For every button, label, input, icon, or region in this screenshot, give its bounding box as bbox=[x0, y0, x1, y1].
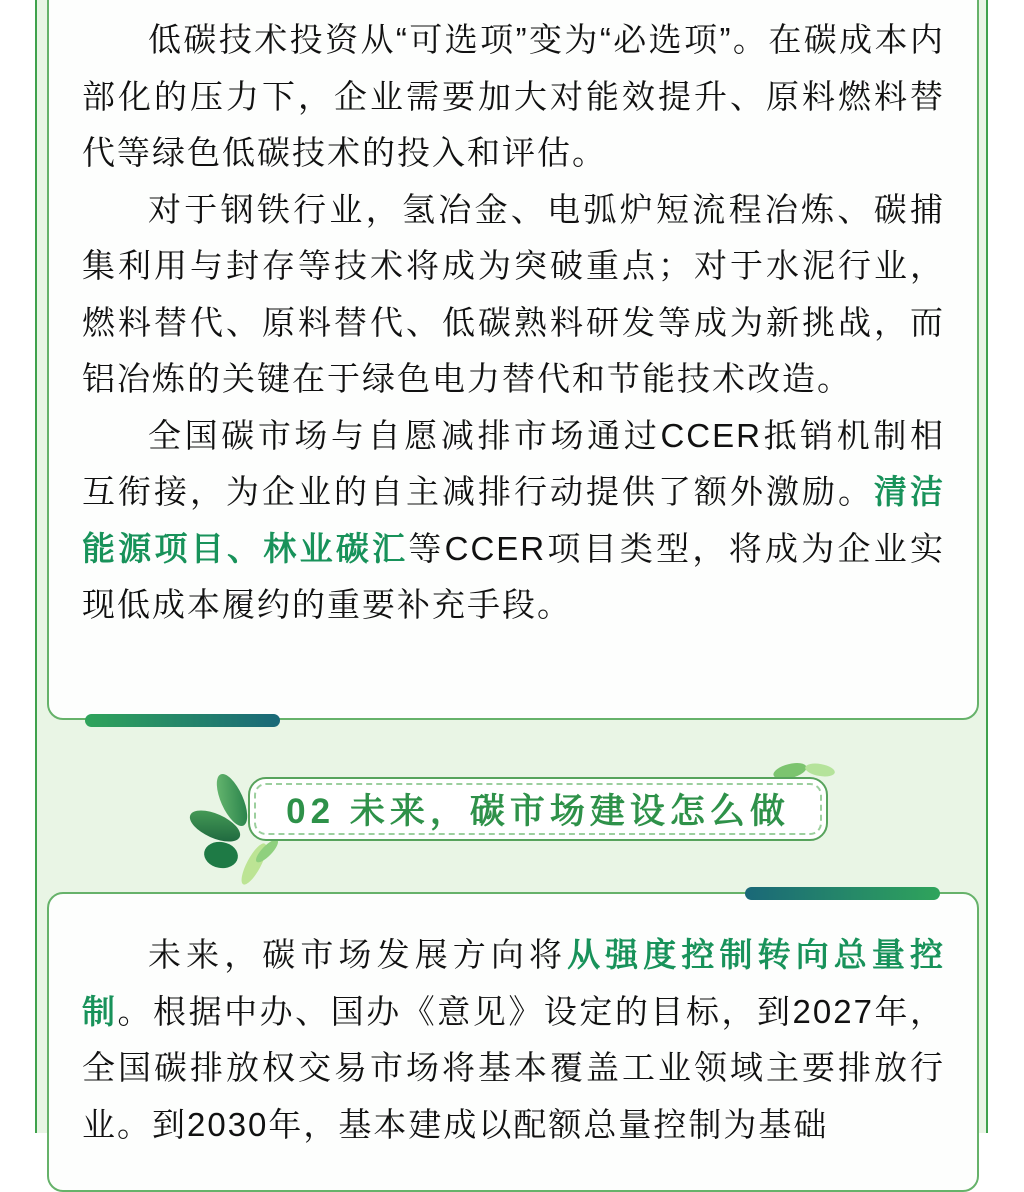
paragraph: 全国碳市场与自愿减排市场通过CCER抵销机制相互衔接，为企业的自主减排行动提供了额外激励。清洁能源项目、林业碳汇等CCER项目类型，将成为企业实现低成本履约的重要补充手段。 bbox=[82, 416, 945, 623]
section-header-badge bbox=[248, 777, 828, 841]
paragraph: 对于钢铁行业，氢冶金、电弧炉短流程冶炼、碳捕集利用与封存等技术将成为突破重点；对于水泥行业，燃料替代、原料替代、低碳熟料研发等成为新挑战，而铝冶炼的关键在于绿色电力替代和节能技术改造。 bbox=[82, 190, 945, 397]
card1-paragraphs bbox=[82, 12, 945, 634]
paragraph: 未来，碳市场发展方向将从强度控制转向总量控制。根据中办、国办《意见》设定的目标，到2027年，全国碳排放权交易市场将基本覆盖工业领域主要排放行业。到2030年，基本建成以配额总量控制为基础 bbox=[82, 936, 946, 1143]
card2-paragraphs bbox=[82, 927, 945, 1153]
article-card-bottom bbox=[47, 892, 979, 1192]
article-card-top bbox=[47, 0, 979, 720]
section-header-title: 02 未来，碳市场建设怎么做 bbox=[286, 792, 790, 831]
paragraph: 低碳技术投资从“可选项”变为“必选项”。在碳成本内部化的压力下，企业需要加大对能效提升、原料燃料替代等绿色低碳技术的投入和评估。 bbox=[82, 21, 945, 171]
card-accent-bar-bottom-left bbox=[85, 714, 280, 727]
card-accent-bar-top-right bbox=[745, 887, 940, 900]
